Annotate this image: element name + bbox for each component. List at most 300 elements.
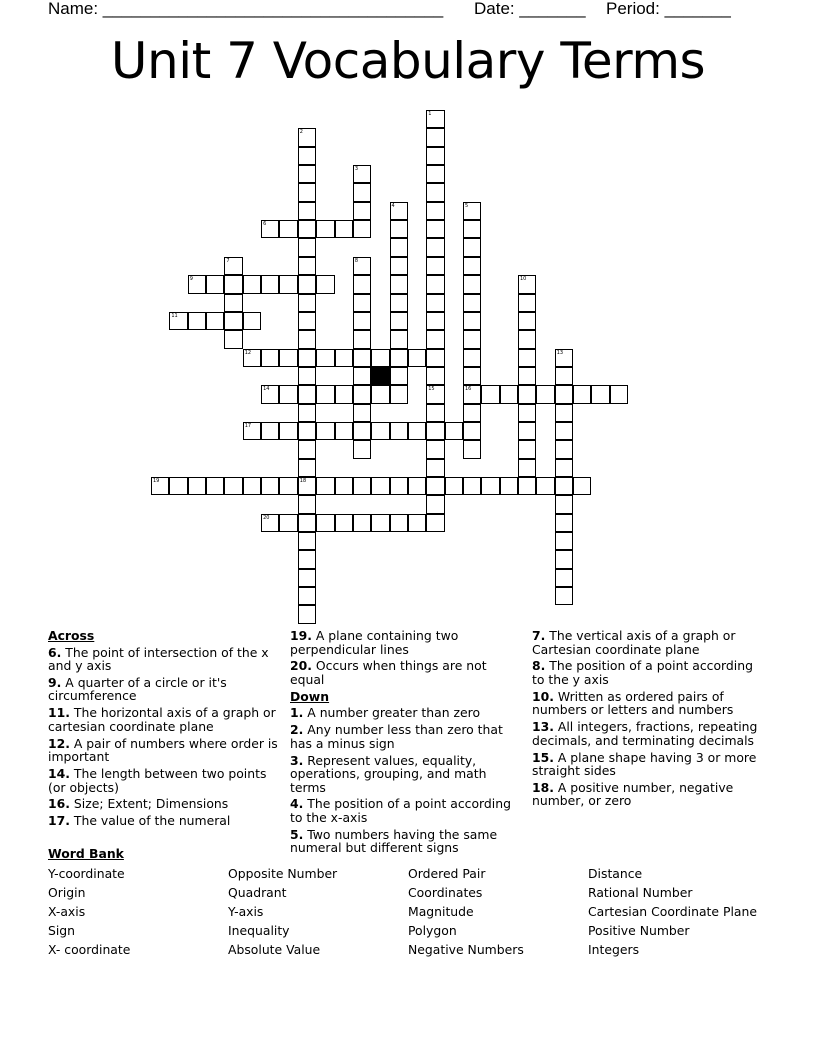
crossword-cell[interactable]	[463, 294, 481, 312]
crossword-cell[interactable]	[463, 202, 481, 220]
crossword-cell[interactable]	[518, 294, 536, 312]
crossword-cell[interactable]	[353, 422, 371, 440]
crossword-cell[interactable]	[555, 367, 573, 385]
page-title: Unit 7 Vocabulary Terms	[110, 32, 706, 90]
clue-number: 3.	[290, 752, 304, 768]
word-bank-item: Cartesian Coordinate Plane	[588, 904, 757, 919]
crossword-cell[interactable]	[371, 385, 389, 403]
clue-text: Represent values, equality, operations, grouping, and math terms	[290, 752, 487, 795]
word-bank-column	[228, 864, 337, 959]
cell-number: 17	[244, 422, 252, 429]
crossword-cell[interactable]	[206, 275, 224, 293]
across-clue	[48, 646, 280, 673]
clue-text: Two numbers having the same numeral but different signs	[290, 826, 498, 856]
crossword-cell[interactable]	[518, 422, 536, 440]
crossword-cell[interactable]	[426, 238, 444, 256]
crossword-cell[interactable]	[298, 238, 316, 256]
crossword-cell[interactable]	[463, 367, 481, 385]
crossword-cell[interactable]	[426, 183, 444, 201]
crossword-cell[interactable]	[335, 422, 353, 440]
word-bank-item: Y-axis	[228, 904, 264, 919]
cell-number: 19	[153, 478, 160, 484]
crossword-cell[interactable]	[390, 257, 408, 275]
crossword-cell[interactable]	[463, 422, 481, 440]
word-bank-column	[588, 864, 757, 959]
crossword-cell[interactable]	[335, 514, 353, 532]
word-bank-item: Positive Number	[588, 923, 690, 938]
crossword-cell[interactable]	[243, 349, 261, 367]
crossword-cell[interactable]	[390, 238, 408, 256]
clue-number: 12.	[48, 735, 70, 751]
crossword-cell[interactable]	[224, 312, 242, 330]
word-bank-item: X-axis	[48, 904, 86, 919]
crossword-cell[interactable]	[316, 349, 334, 367]
crossword-cell[interactable]	[390, 422, 408, 440]
across-clue	[48, 767, 280, 794]
crossword-cell[interactable]	[426, 367, 444, 385]
crossword-cell[interactable]	[188, 477, 206, 495]
crossword-cell[interactable]	[518, 404, 536, 422]
crossword-cell[interactable]	[353, 202, 371, 220]
clue-text: The position of a point according to the x-axis	[290, 796, 511, 825]
crossword-cell[interactable]	[390, 275, 408, 293]
crossword-cell[interactable]	[353, 367, 371, 385]
crossword-cell[interactable]	[188, 275, 206, 293]
crossword-cell[interactable]	[426, 165, 444, 183]
word-bank-item: Coordinates	[408, 885, 483, 900]
crossword-cell[interactable]	[279, 349, 297, 367]
clue-text: A plane shape having 3 or more straight sides	[532, 749, 757, 779]
word-bank-item: Integers	[588, 942, 640, 957]
crossword-cell[interactable]	[555, 477, 573, 495]
word-bank-item: Origin	[48, 885, 86, 900]
crossword-cell[interactable]	[298, 532, 316, 550]
crossword-cell[interactable]	[298, 514, 316, 532]
clue-text: All integers, fractions, repeating decimals, and terminating decimals	[532, 719, 758, 748]
word-bank-item: Rational Number	[588, 885, 693, 900]
crossword-cell[interactable]	[224, 294, 242, 312]
word-bank-item: Y-coordinate	[48, 866, 125, 881]
crossword-cell[interactable]	[555, 404, 573, 422]
crossword-cell[interactable]	[426, 385, 444, 403]
crossword-cell[interactable]	[390, 202, 408, 220]
clue-column-2	[290, 629, 522, 858]
crossword-cell[interactable]	[298, 605, 316, 623]
name-field[interactable]: Name: ____________________________________	[48, 0, 444, 18]
crossword-cell[interactable]	[518, 477, 536, 495]
crossword-cell[interactable]	[243, 422, 261, 440]
crossword-cell[interactable]	[426, 514, 444, 532]
crossword-cell[interactable]	[555, 569, 573, 587]
down-clue	[532, 690, 764, 717]
clue-text: Size; Extent; Dimensions	[69, 796, 229, 812]
crossword-cell[interactable]	[390, 349, 408, 367]
crossword-cell[interactable]	[426, 294, 444, 312]
crossword-cell[interactable]	[298, 367, 316, 385]
crossword-cell[interactable]	[298, 569, 316, 587]
clue-text: A pair of numbers where order is important	[48, 735, 278, 765]
crossword-cell[interactable]	[518, 367, 536, 385]
word-bank-item: Absolute Value	[228, 942, 321, 957]
clue-text: A plane containing two perpendicular lines	[290, 628, 459, 657]
crossword-cell[interactable]	[298, 220, 316, 238]
crossword-cell[interactable]	[463, 440, 481, 458]
clue-text: The point of intersection of the x and y axis	[48, 644, 269, 673]
cell-number: 8	[354, 257, 359, 264]
across-clue	[48, 706, 280, 733]
cell-number: 9	[189, 276, 193, 283]
down-heading: Down	[290, 688, 330, 704]
clue-number: 18.	[532, 779, 554, 795]
crossword-cell[interactable]	[206, 477, 224, 495]
clue-number: 2.	[290, 722, 304, 738]
crossword-cell[interactable]	[298, 495, 316, 513]
crossword-cell[interactable]	[224, 275, 242, 293]
crossword-cell[interactable]	[426, 440, 444, 458]
clue-number: 7.	[532, 628, 546, 643]
crossword-cell[interactable]	[298, 477, 316, 495]
crossword-cell[interactable]	[224, 257, 242, 275]
crossword-cell[interactable]	[298, 202, 316, 220]
down-clue	[532, 659, 764, 686]
clue-number: 14.	[48, 766, 70, 782]
crossword-cell[interactable]	[518, 440, 536, 458]
cell-number: 18	[299, 478, 307, 484]
down-clue	[290, 723, 522, 750]
down-clue	[532, 751, 764, 778]
cell-number: 7	[226, 257, 230, 264]
word-bank-heading: Word Bank	[48, 846, 124, 861]
crossword-cell[interactable]	[298, 330, 316, 348]
crossword-cell[interactable]	[353, 294, 371, 312]
crossword-cell[interactable]	[353, 312, 371, 330]
crossword-cell[interactable]	[518, 385, 536, 403]
crossword-cell[interactable]	[445, 422, 463, 440]
crossword-cell[interactable]	[224, 477, 242, 495]
crossword-cell[interactable]	[426, 495, 444, 513]
crossword-cell[interactable]	[353, 257, 371, 275]
crossword-cell[interactable]	[353, 404, 371, 422]
word-bank-item: X- coordinate	[48, 942, 131, 957]
crossword-cell[interactable]	[463, 477, 481, 495]
crossword-cell[interactable]	[426, 220, 444, 238]
crossword-cell[interactable]	[390, 385, 408, 403]
clue-number: 1.	[290, 705, 304, 721]
crossword-cell[interactable]	[426, 202, 444, 220]
crossword-cell[interactable]	[353, 275, 371, 293]
cell-number: 3	[354, 166, 359, 173]
crossword-cell[interactable]	[298, 294, 316, 312]
crossword-cell[interactable]	[298, 459, 316, 477]
crossword-cell[interactable]	[463, 349, 481, 367]
clue-number: 5.	[290, 826, 304, 842]
crossword-cell[interactable]	[151, 477, 169, 495]
crossword-cell[interactable]	[279, 385, 297, 403]
crossword-cell[interactable]	[298, 550, 316, 568]
crossword-cell[interactable]	[261, 385, 279, 403]
crossword-cell[interactable]	[353, 330, 371, 348]
crossword-cell[interactable]	[353, 514, 371, 532]
crossword-cell[interactable]	[298, 587, 316, 605]
crossword-cell[interactable]	[316, 385, 334, 403]
crossword-cell[interactable]	[463, 330, 481, 348]
cell-number: 10	[520, 276, 527, 283]
cell-number: 1	[428, 111, 432, 117]
crossword-cell[interactable]	[426, 275, 444, 293]
cell-number: 4	[391, 202, 395, 209]
crossword-cell[interactable]	[353, 385, 371, 403]
crossword-cell[interactable]	[426, 422, 444, 440]
clue-number: 20.	[290, 658, 312, 674]
crossword-cell[interactable]	[555, 459, 573, 477]
crossword-cell[interactable]	[261, 514, 279, 532]
crossword-cell[interactable]	[371, 477, 389, 495]
clue-text: Occurs when things are not equal	[290, 658, 487, 687]
crossword-cell[interactable]	[371, 349, 389, 367]
across-clue	[48, 814, 280, 828]
crossword-cell[interactable]	[555, 514, 573, 532]
crossword-cell[interactable]	[481, 477, 499, 495]
word-bank-item: Magnitude	[408, 904, 474, 919]
crossword-cell[interactable]	[298, 257, 316, 275]
cell-number: 12	[244, 349, 252, 356]
crossword-cell[interactable]	[390, 477, 408, 495]
crossword-cell[interactable]	[500, 477, 518, 495]
crossword-cell[interactable]	[261, 477, 279, 495]
crossword-cell[interactable]	[518, 349, 536, 367]
crossword-cell[interactable]	[298, 440, 316, 458]
crossword-cell[interactable]	[371, 422, 389, 440]
crossword-cell[interactable]	[463, 257, 481, 275]
crossword-cell[interactable]	[261, 349, 279, 367]
clue-number: 19.	[290, 628, 312, 643]
crossword-cell[interactable]	[573, 477, 591, 495]
crossword-cell[interactable]	[298, 404, 316, 422]
word-bank-item: Negative Numbers	[408, 942, 524, 957]
clue-text: A quarter of a circle or it's circumference	[48, 674, 227, 704]
clue-number: 10.	[532, 688, 554, 704]
crossword-cell[interactable]	[353, 165, 371, 183]
word-bank-item: Inequality	[228, 923, 290, 938]
crossword-cell[interactable]	[279, 514, 297, 532]
crossword-cell[interactable]	[555, 440, 573, 458]
clue-number: 4.	[290, 796, 304, 812]
crossword-cell[interactable]	[335, 477, 353, 495]
black-square	[371, 367, 389, 385]
crossword-cell[interactable]	[555, 495, 573, 513]
crossword-cell[interactable]	[279, 220, 297, 238]
crossword-cell[interactable]	[353, 477, 371, 495]
crossword-cell[interactable]	[169, 312, 187, 330]
crossword-cell[interactable]	[426, 312, 444, 330]
crossword-cell[interactable]	[426, 128, 444, 146]
crossword-cell[interactable]	[243, 477, 261, 495]
crossword-cell[interactable]	[591, 385, 609, 403]
crossword-cell[interactable]	[518, 330, 536, 348]
crossword-cell[interactable]	[335, 220, 353, 238]
crossword-cell[interactable]	[518, 275, 536, 293]
crossword-cell[interactable]	[316, 220, 334, 238]
crossword-cell[interactable]	[426, 404, 444, 422]
cell-number: 15	[428, 386, 435, 393]
crossword-cell[interactable]	[481, 385, 499, 403]
crossword-cell[interactable]	[408, 422, 426, 440]
crossword-cell[interactable]	[353, 183, 371, 201]
cell-number: 16	[464, 386, 472, 393]
clue-text: Written as ordered pairs of numbers or letters and numbers	[532, 688, 734, 718]
crossword-cell[interactable]	[298, 275, 316, 293]
crossword-cell[interactable]	[353, 220, 371, 238]
crossword-cell[interactable]	[408, 477, 426, 495]
crossword-cell[interactable]	[463, 385, 481, 403]
cell-number: 6	[263, 221, 267, 228]
clue-text: The value of the numeral	[69, 813, 231, 829]
crossword-cell[interactable]	[316, 514, 334, 532]
cell-number: 13	[556, 349, 564, 356]
clue-text: A positive number, negative number, or zero	[532, 779, 734, 809]
crossword-cell[interactable]	[445, 477, 463, 495]
cell-number: 5	[464, 202, 469, 209]
crossword-cell[interactable]	[243, 312, 261, 330]
across-clue	[290, 629, 522, 656]
crossword-cell[interactable]	[279, 422, 297, 440]
crossword-cell[interactable]	[390, 330, 408, 348]
across-clue	[48, 797, 280, 811]
crossword-cell[interactable]	[298, 147, 316, 165]
clue-number: 9.	[48, 674, 62, 690]
crossword-cell[interactable]	[426, 459, 444, 477]
crossword-cell[interactable]	[555, 422, 573, 440]
word-bank-item: Sign	[48, 923, 76, 938]
clue-text: The position of a point according to the y axis	[532, 658, 753, 687]
crossword-cell[interactable]	[298, 183, 316, 201]
clue-number: 11.	[48, 705, 70, 721]
crossword-cell[interactable]	[206, 312, 224, 330]
crossword-cell[interactable]	[224, 330, 242, 348]
crossword-cell[interactable]	[555, 532, 573, 550]
down-clue	[532, 629, 764, 656]
cell-number: 20	[263, 514, 270, 521]
crossword-cell[interactable]	[390, 220, 408, 238]
crossword-cell[interactable]	[518, 459, 536, 477]
clue-number: 16.	[48, 796, 70, 812]
clue-text: A number greater than zero	[303, 705, 481, 721]
word-bank-column	[408, 864, 524, 959]
crossword-cell[interactable]	[536, 477, 554, 495]
crossword-cell[interactable]	[555, 550, 573, 568]
word-bank-item: Ordered Pair	[408, 866, 486, 881]
crossword-cell[interactable]	[298, 312, 316, 330]
crossword-cell[interactable]	[298, 165, 316, 183]
crossword-cell[interactable]	[261, 422, 279, 440]
word-bank-column	[48, 864, 130, 959]
crossword-cell[interactable]	[610, 385, 628, 403]
crossword-cell[interactable]	[390, 294, 408, 312]
clue-text: The horizontal axis of a graph or cartesian coordinate plane	[48, 705, 276, 734]
crossword-cell[interactable]	[390, 312, 408, 330]
cell-number: 14	[263, 386, 270, 393]
crossword-cell[interactable]	[353, 440, 371, 458]
crossword-cell[interactable]	[353, 349, 371, 367]
crossword-cell[interactable]	[261, 275, 279, 293]
crossword-cell[interactable]	[518, 312, 536, 330]
word-bank-item: Polygon	[408, 923, 457, 938]
crossword-cell[interactable]	[261, 220, 279, 238]
crossword-cell[interactable]	[243, 275, 261, 293]
crossword-cell[interactable]	[463, 275, 481, 293]
down-clue	[290, 706, 522, 720]
date-field[interactable]: Date: _______	[474, 0, 586, 18]
crossword-cell[interactable]	[188, 312, 206, 330]
crossword-cell[interactable]	[298, 349, 316, 367]
crossword-cell[interactable]	[463, 220, 481, 238]
crossword-cell[interactable]	[298, 385, 316, 403]
clue-number: 8.	[532, 658, 546, 674]
crossword-cell[interactable]	[279, 477, 297, 495]
crossword-cell[interactable]	[279, 275, 297, 293]
crossword-cell[interactable]	[463, 312, 481, 330]
crossword-cell[interactable]	[169, 477, 187, 495]
down-clue	[290, 797, 522, 824]
crossword-cell[interactable]	[555, 385, 573, 403]
crossword-cell[interactable]	[426, 257, 444, 275]
down-clue	[532, 720, 764, 747]
clue-number: 6.	[48, 644, 62, 660]
word-bank-item: Quadrant	[228, 885, 287, 900]
crossword-cell[interactable]	[316, 422, 334, 440]
crossword-cell[interactable]	[426, 147, 444, 165]
cell-number: 2	[299, 129, 303, 136]
crossword-cell[interactable]	[298, 128, 316, 146]
cell-number: 11	[171, 312, 178, 319]
crossword-cell[interactable]	[298, 422, 316, 440]
crossword-cell[interactable]	[555, 587, 573, 605]
clue-number: 17.	[48, 813, 70, 829]
clue-column-3	[532, 629, 764, 811]
crossword-cell[interactable]	[335, 349, 353, 367]
crossword-cell[interactable]	[316, 477, 334, 495]
clue-number: 13.	[532, 719, 554, 735]
crossword-cell[interactable]	[426, 110, 444, 128]
down-clue	[290, 754, 522, 795]
crossword-cell[interactable]	[536, 385, 554, 403]
crossword-cell[interactable]	[408, 514, 426, 532]
crossword-cell[interactable]	[426, 477, 444, 495]
crossword-cell[interactable]	[426, 349, 444, 367]
crossword-cell[interactable]	[371, 514, 389, 532]
crossword-cell[interactable]	[463, 404, 481, 422]
crossword-cell[interactable]	[555, 349, 573, 367]
clue-text: The vertical axis of a graph or Cartesian coordinate plane	[532, 628, 736, 657]
across-clue	[48, 737, 280, 764]
period-field[interactable]: Period: _______	[606, 0, 731, 18]
clue-number: 15.	[532, 749, 554, 765]
crossword-cell[interactable]	[335, 385, 353, 403]
crossword-cell[interactable]	[426, 330, 444, 348]
crossword-cell[interactable]	[390, 514, 408, 532]
crossword-cell[interactable]	[390, 367, 408, 385]
crossword-cell[interactable]	[408, 349, 426, 367]
word-bank-item: Distance	[588, 866, 643, 881]
word-bank-item: Opposite Number	[228, 866, 338, 881]
crossword-cell[interactable]	[500, 385, 518, 403]
crossword-cell[interactable]	[316, 275, 334, 293]
crossword-cell[interactable]	[573, 385, 591, 403]
crossword-cell[interactable]	[463, 238, 481, 256]
down-clue	[290, 828, 522, 855]
down-clue	[532, 781, 764, 808]
across-clue	[290, 659, 522, 686]
